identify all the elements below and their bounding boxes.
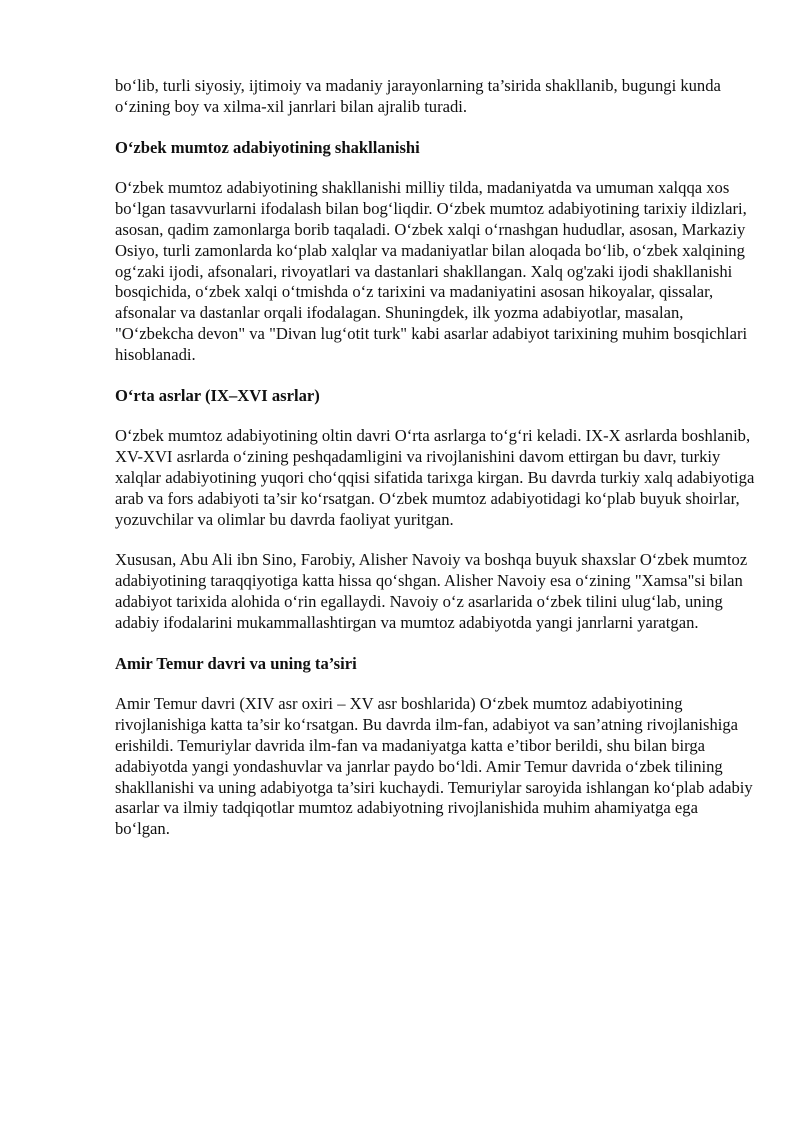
paragraph-formation: O‘zbek mumtoz adabiyotining shakllanishi milliy tilda, madaniyatda va umuman xalqqa xos bo‘lgan tasavvurlarni ifodalash bilan bog‘liqdir. O‘zbek mumtoz adabiyotining tarixiy ildizlari, asosan, qadim zamonlarga borib taqaladi. O‘zbek xalqi o‘rnashgan hududlar, asosan, Markaziy Osiyo, turli zamonlarda ko‘plab xalqlar va madaniyatlar bilan aloqada bo‘lib, o‘zbek xalqining og‘zaki ijodi, afsonalari, rivoyatlari va dastanlari shakllangan. Xalq og'zaki ijodi shakllanishi bosqichida, o‘zbek xalqi o‘tmishda o‘z tarixini va madaniyatini asosan hikoyalar, qissalar, afsonalar va dastanlar orqali ifodalagan. Shuningdek, ilk yozma adabiyotlar, masalan, "O‘zbekcha devon" va "Divan lug‘otit turk" kabi asarlar adabiyot tarixining muhim bosqichlari hisoblanadi. — [115, 178, 748, 364]
heading-amir-temur: Amir Temur davri va uning ta’siri — [115, 653, 357, 673]
paragraph-amir-temur: Amir Temur davri (XIV asr oxiri – XV asr boshlarida) O‘zbek mumtoz adabiyotining rivojlanishiga katta ta’sir ko‘rsatgan. Bu davrda ilm-fan, adabiyot va san’atning rivojlanishiga erishildi. Temuriylar davrida ilm-fan va madaniyatga katta e’tibor berildi, shu bilan birga adabiyotda yangi yondashuvlar va janrlar paydo bo‘ldi. Amir Temur davrida o‘zbek tilining shakllanishi va uning adabiyotga ta’siri kuchaydi. Temuriylar saroyida ishlangan ko‘plab adabiy asarlar va ilmiy tadqiqotlar mumtoz adabiyotning rivojlanishida muhim ahamiyatga ega bo‘lgan. — [115, 694, 753, 839]
document-body — [115, 76, 755, 860]
paragraph-great-figures: Xususan, Abu Ali ibn Sino, Farobiy, Alisher Navoiy va boshqa buyuk shaxslar O‘zbek mumtoz adabiyotining taraqqiyotiga katta hissa qo‘shgan. Alisher Navoiy esa o‘zining "Xamsa"si bilan adabiyot tarixida alohida o‘rin egallaydi. Navoiy o‘z asarlarida o‘zbek tilini ulug‘lab, uning adabiy ifodalarini mukammallashtirgan va mumtoz adabiyotda yangi janrlarni yaratgan. — [115, 550, 748, 632]
heading-middle-ages: O‘rta asrlar (IX–XVI asrlar) — [115, 385, 320, 405]
heading-formation: O‘zbek mumtoz adabiyotining shakllanishi — [115, 137, 420, 157]
paragraph-golden-age: O‘zbek mumtoz adabiyotining oltin davri O‘rta asrlarga to‘g‘ri keladi. IX-X asrlarda boshlanib, XV-XVI asrlarda o‘zining peshqadamligini va rivojlanishini davom ettirgan bu davr, turkiy xalqlar adabiyotining yuqori cho‘qqisi sifatida tarixga kirgan. Bu davrda turkiy xalq adabiyotiga arab va fors adabiyoti ta’sir ko‘rsatgan. O‘zbek mumtoz adabiyotidagi ko‘plab buyuk shoirlar, yozuvchilar va olimlar bu davrda faoliyat yuritgan. — [115, 426, 755, 529]
paragraph-intro-continuation: bo‘lib, turli siyosiy, ijtimoiy va madaniy jarayonlarning ta’sirida shakllanib, bugungi kunda o‘zining boy va xilma-xil janrlari bilan ajralib turadi. — [115, 76, 721, 116]
